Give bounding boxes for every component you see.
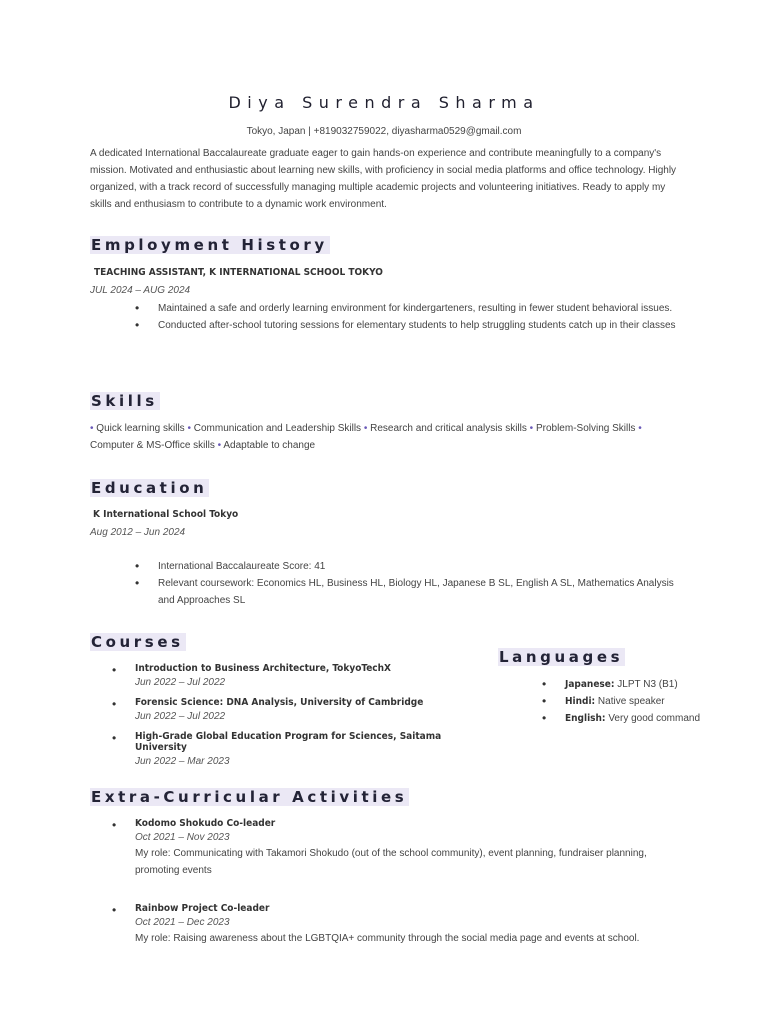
activity-title: • Kodomo Shokudo Co-leader (135, 818, 276, 829)
course-item (135, 731, 485, 765)
skill-item: Problem-Solving Skills (535, 423, 636, 434)
activity-description: My role: Communicating with Takamori Shokudo (out of the school community), event planning, fundraiser planning, promoting events (135, 848, 647, 876)
education-dates: Aug 2012 – Jun 2024 (90, 527, 186, 538)
course-dates: Jun 2022 – Jul 2022 (135, 711, 226, 722)
skill-item: Communication and Leadership Skills (193, 423, 362, 434)
contact-line: Tokyo, Japan | +819032759022, diyasharma0529@gmail.com (246, 126, 522, 137)
bullet-dot: • (217, 440, 222, 451)
profile-summary: A dedicated International Baccalaureate graduate eager to gain hands-on experience and contribute meaningfully to a company's mission. Motivated and enthusiastic about learning new skills, with proficiency in social media platforms and office technology. Highly organized, with a track record of successfully managing multiple academic projects and volunteering initiatives. Ready to apply my skills and enthusiasm to contribute to a dynamic work environment. (90, 148, 677, 210)
course-item (135, 697, 485, 731)
list-item: • International Baccalaureate Score: 41 (158, 558, 678, 575)
job-dates: JUL 2024 – AUG 2024 (90, 285, 191, 296)
candidate-name: Diya Surendra Sharma (228, 93, 540, 112)
course-title: • Introduction to Business Architecture, TokyoTechX (135, 663, 391, 674)
course-title: • High-Grade Global Education Program for Sciences, Saitama University (135, 731, 442, 753)
skill-item: Adaptable to change (223, 440, 316, 451)
employment-bullets (158, 300, 678, 334)
skill-item: Quick learning skills (96, 423, 185, 434)
activity-item (135, 818, 680, 903)
language-level: Very good command (608, 713, 701, 724)
activity-dates: Oct 2021 – Dec 2023 (135, 917, 230, 928)
course-dates: Jun 2022 – Mar 2023 (135, 756, 230, 767)
skills-list (90, 420, 675, 454)
section-heading-activities: Extra-Curricular Activities (91, 788, 408, 806)
bullet-dot: • (90, 423, 94, 434)
section-heading-employment: Employment History (91, 236, 328, 254)
language-level: Native speaker (597, 696, 665, 707)
course-dates: Jun 2022 – Jul 2022 (135, 677, 226, 688)
skill-item: Research and critical analysis skills (370, 423, 527, 434)
activities-list (135, 818, 680, 947)
activity-dates: Oct 2021 – Nov 2023 (135, 832, 230, 843)
section-heading-education: Education (91, 479, 208, 497)
activity-title: • Rainbow Project Co-leader (135, 903, 270, 914)
section-heading-languages: Languages (499, 648, 624, 666)
language-item (565, 676, 765, 693)
language-item (565, 693, 765, 710)
courses-list (135, 663, 485, 765)
bullet-dot: • (363, 423, 368, 434)
language-level: JLPT N3 (B1) (617, 679, 678, 690)
language-name: Hindi: (565, 696, 596, 707)
section-heading-courses: Courses (91, 633, 184, 651)
bullet-dot: • (529, 423, 534, 434)
course-item (135, 663, 485, 697)
language-name: Japanese: (565, 679, 615, 690)
school-name: K International School Tokyo (93, 509, 239, 520)
course-title: • Forensic Science: DNA Analysis, University of Cambridge (135, 697, 424, 708)
bullet-dot: • (187, 423, 191, 434)
activity-item (135, 903, 680, 947)
bullet-dot: • (638, 423, 642, 434)
language-name: English: (565, 713, 606, 724)
education-bullets (158, 558, 678, 609)
section-heading-skills: Skills (91, 392, 158, 410)
skill-item: Computer & MS-Office skills (90, 440, 215, 451)
language-item (565, 710, 765, 727)
list-item: • Maintained a safe and orderly learning environment for kindergarteners, resulting in fewer student behavioral issues. (158, 300, 678, 317)
list-item: • Conducted after-school tutoring sessions for elementary students to help struggling students catch up in their classes (158, 317, 678, 334)
languages-list (565, 676, 765, 727)
list-item: • Relevant coursework: Economics HL, Business HL, Biology HL, Japanese B SL, English A SL, Mathematics Analysis and Approaches SL (158, 575, 678, 609)
job-title: TEACHING ASSISTANT, K INTERNATIONAL SCHOOL TOKYO (94, 267, 383, 278)
activity-description: My role: Raising awareness about the LGBTQIA+ community through the social media page and events at school. (135, 933, 640, 944)
